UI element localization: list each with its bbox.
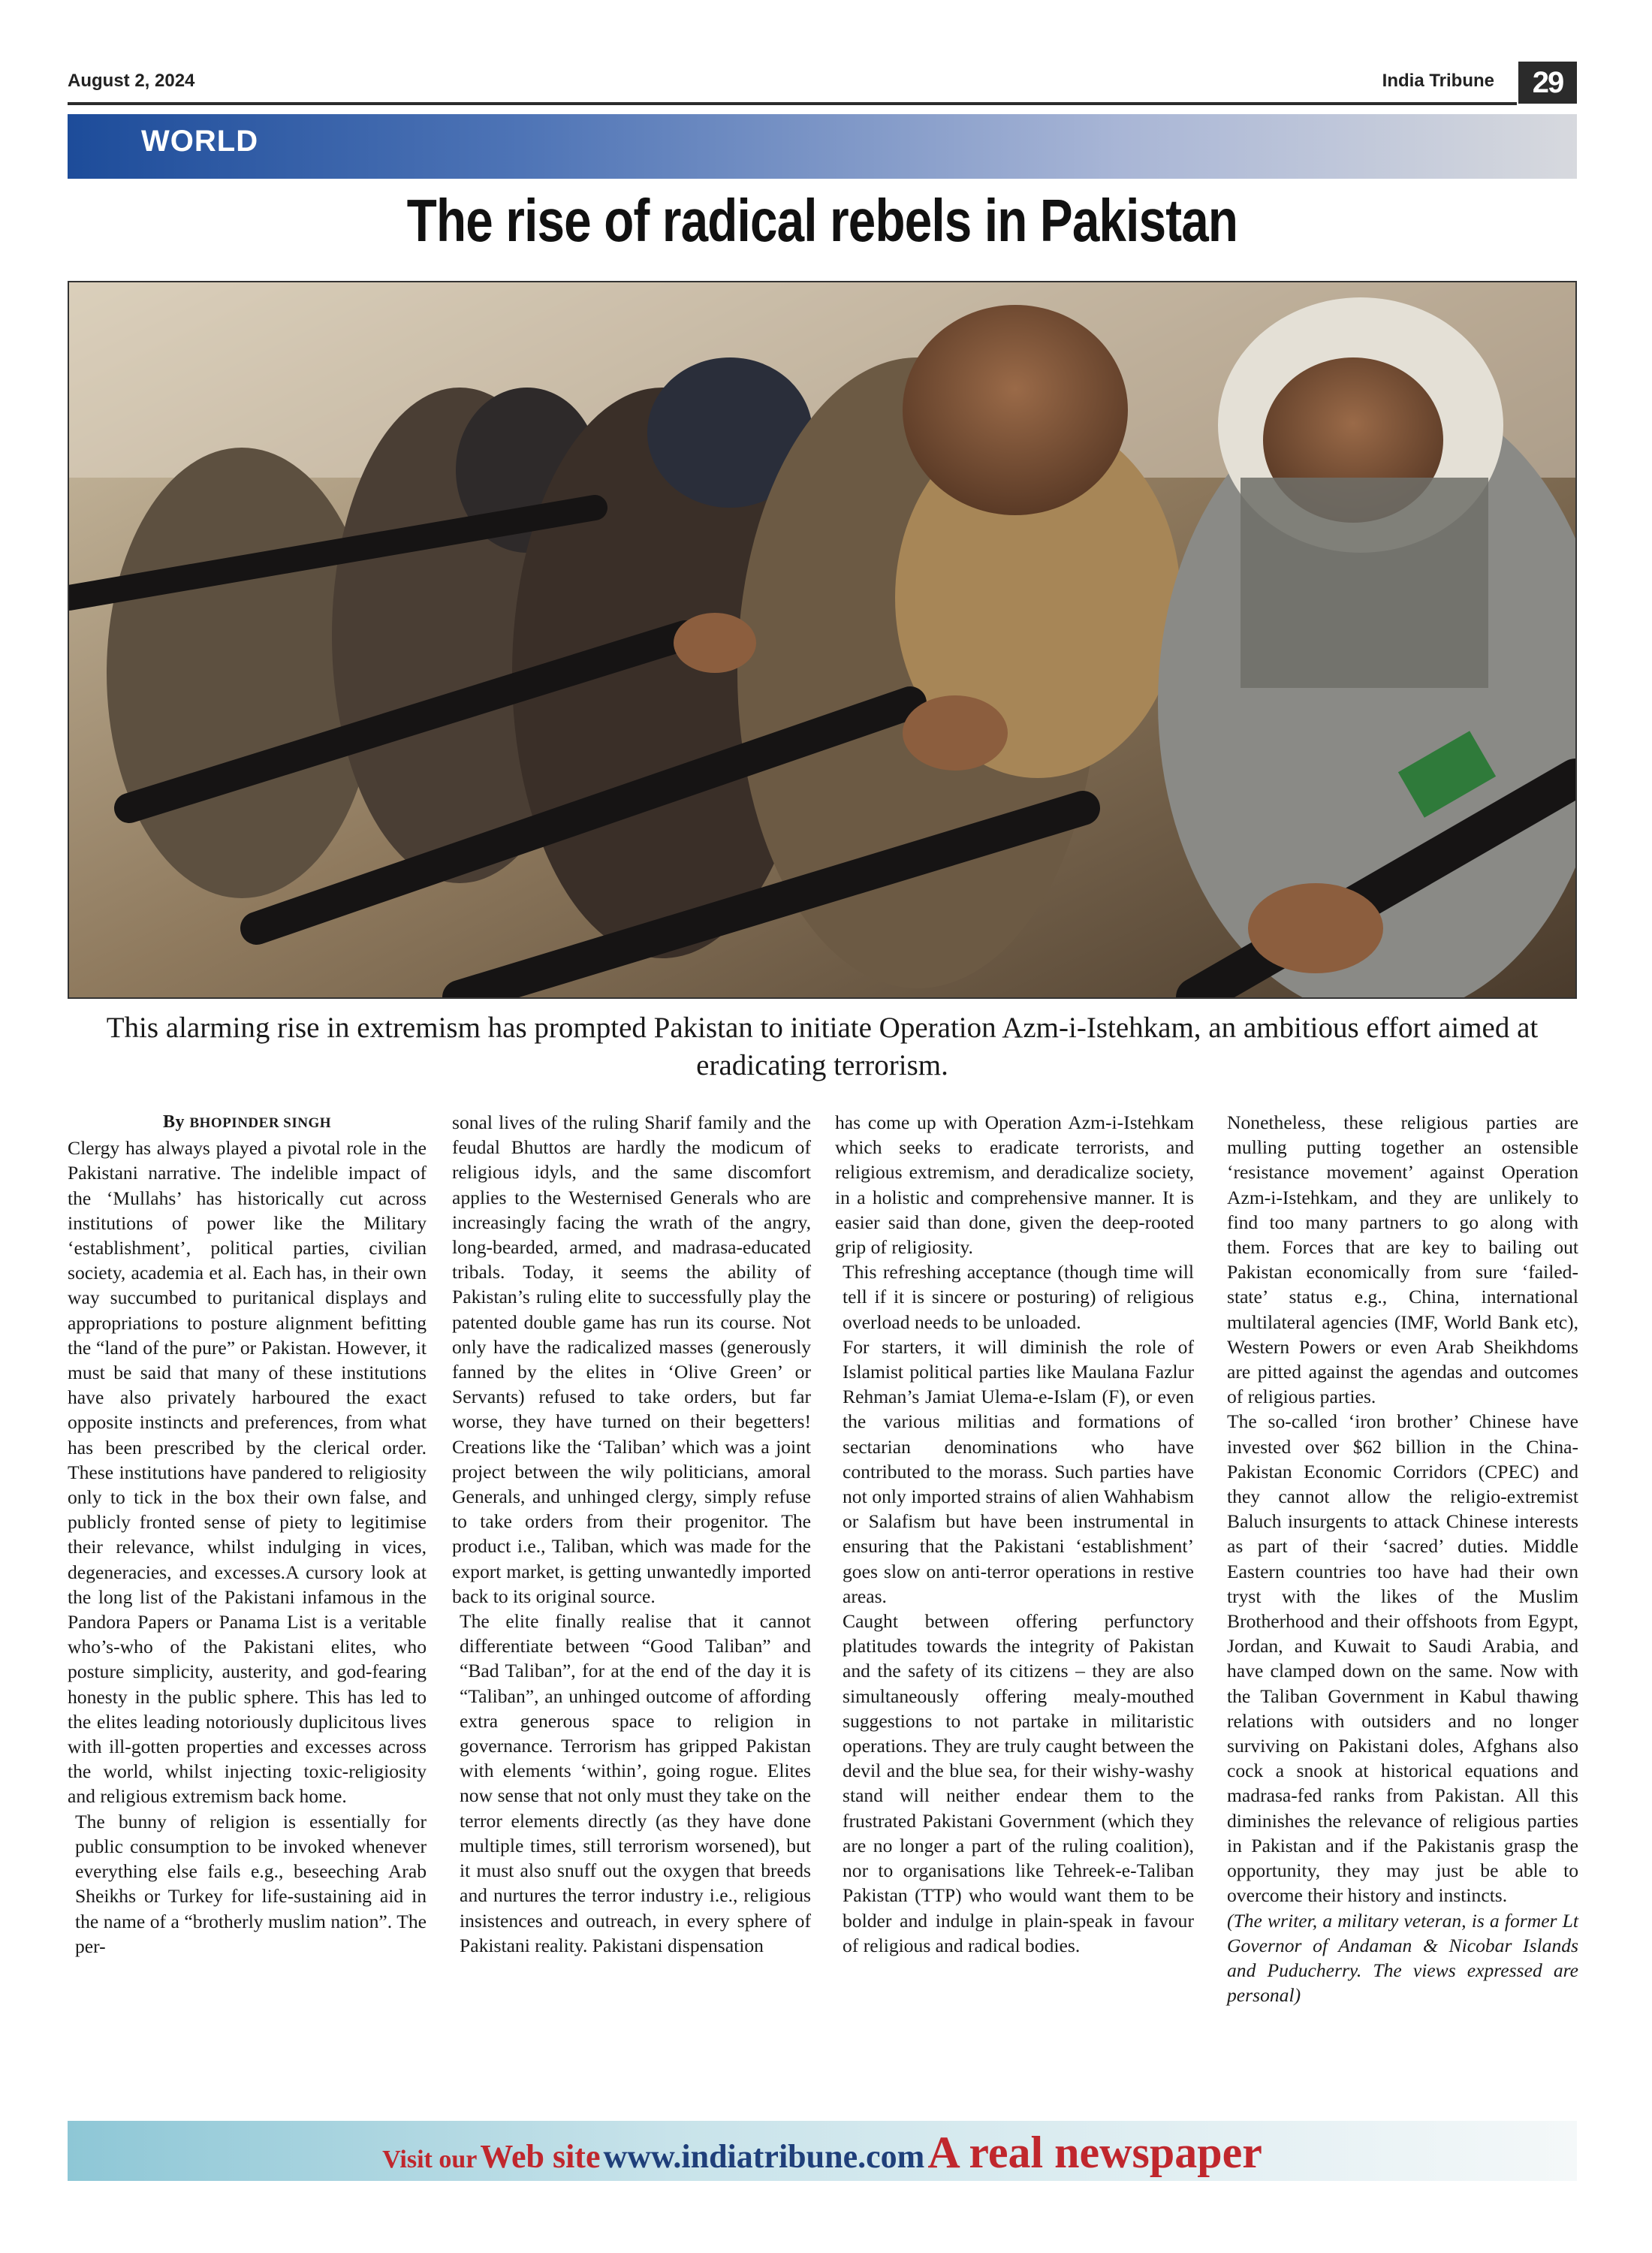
- paragraph: The bunny of religion is essentially for public consumption to be invoked whenever everything else fails e.g., beseeching Arab Sheikhs or Turkey for life-sustaining aid in the name of a “brotherly muslim nation”. The per-: [75, 1810, 427, 1957]
- paragraph: This refreshing acceptance (though time will tell if it is sincere or posturing) of religious overload needs to be unloaded.: [843, 1261, 1194, 1333]
- paragraph: The so-called ‘iron brother’ Chinese have invested over $62 billion in the China-Pakistan Economic Corridors (CPEC) and they cannot allow the religio-extremist Baluch insurgents to attack Chinese interests as part of their ‘sacred’ duties. Middle Eastern countries too have had their own tryst with the likes of the Muslim Brotherhood and their offshoots from Egypt, Jordan, and Kuwait to Saudi Arabia, and have clamped down on the same. Now with the Taliban Government in Kabul thawing relations with outsiders and no longer surviving on Pakistani doles, Afghans also cock a snook at historical equations and madrasa-fed ranks from Pakistan. All this diminishes the relevance of religious parties in Pakistan and if the Pakistanis grasp the opportunity, they may just be able to overcome their history and instincts.: [1227, 1410, 1578, 1907]
- issue-date: August 2, 2024: [68, 71, 195, 91]
- article-column-2: [452, 1110, 811, 1958]
- footer-web-site: Web site: [480, 2138, 601, 2175]
- section-bar: [68, 114, 1577, 179]
- paragraph: has come up with Operation Azm-i-Istehkam which seeks to eradicate terrorists, and religious extremism, and deradicalize society, in a holistic and comprehensive manner. It is easier said than done, given the deep-rooted grip of religiosity.: [835, 1111, 1194, 1259]
- photo-caption: This alarming rise in extremism has prompted Pakistan to initiate Operation Azm-i-Istehkam, an ambitious effort aimed at eradicating terrorism.: [106, 1012, 1539, 1081]
- paragraph: For starters, it will diminish the role of Islamist political parties like Maulana Fazlur Rehman’s Jamiat Ulema-e-Islam (F), or even the various militias and formations of sectarian denominations who have contributed to the morass. Such parties have not only imported strains of alien Wahhabism or Salafism but have been instrumental in ensuring that the Pakistani ‘establishment’ goes slow on anti-terror operations in restive areas.: [843, 1335, 1194, 1607]
- byline-author: BHOPINDER SINGH: [189, 1115, 332, 1131]
- paragraph: sonal lives of the ruling Sharif family and the feudal Bhuttos are hardly the modicum of religious idyls, and the same discomfort applies to the Westernised Generals who are increasingly facing the wrath of the angry, long-bearded, armed, and madrasa-educated tribals. Today, it seems the ability of Pakistan’s ruling elite to successfully play the patented double game has run its course. Not only have the radicalized masses (generously fanned by the elites in ‘Olive Green’ or Servants) refused to take orders, but far worse, they have turned on their begetters! Creations like the ‘Taliban’ which was a joint project between the wily politicians, amoral Generals, and unhinged clergy, simply refuse to take orders from their progenitor. The product i.e., Taliban, which was made for the export market, is getting unwantedly imported back to its original source.: [452, 1111, 811, 1607]
- article-photo: [68, 281, 1577, 999]
- page-number: 29: [1518, 62, 1577, 104]
- article-column-4: [1219, 1110, 1578, 2007]
- byline: [68, 1110, 427, 1136]
- paragraph: Caught between offering perfunctory platitudes towards the integrity of Pakistan and the safety of its citizens – they are also simultaneously offering mealy-mouthed suggestions to not partake in militaristic operations. They are truly caught between the devil and the blue sea, for their wishy-washy stand will neither endear them to the frustrated Pakistani Government (which they are no longer a part of the ruling coalition), nor to organisations like Tehreek-e-Taliban Pakistan (TTP) who would want them to be bolder and indulge in plain-speak in favour of religious and radical bodies.: [843, 1610, 1194, 1956]
- header-rule: [68, 102, 1517, 105]
- footer-tagline: A real newspaper: [927, 2128, 1262, 2177]
- section-label: WORLD: [141, 125, 259, 158]
- author-note: (The writer, a military veteran, is a former Lt Governor of Andaman & Nicobar Islands and Puducherry. The views expressed are personal): [1227, 1909, 1578, 2007]
- footer-url-link[interactable]: www.indiatribune.com: [603, 2138, 925, 2175]
- page-header: [68, 66, 1577, 102]
- paragraph: The elite finally realise that it cannot differentiate between “Good Taliban” and “Bad Taliban”, for at the end of the day it is “Taliban”, an unhinged outcome of affording extra generous space to religion in governance. Terrorism has gripped Pakistan with elements ‘within’, going rogue. Elites now sense that not only must they take on the terror elements directly (as they have done multiple times, still terrorism worsened), but it must also snuff out the oxygen that breeds and nurtures the terror industry i.e., religious insistences and outreach, in every sphere of Pakistani reality. Pakistani dispensation: [460, 1610, 811, 1956]
- newspaper-name: India Tribune: [1382, 71, 1494, 91]
- article-headline: The rise of radical rebels in Pakistan: [406, 187, 1238, 254]
- armed-militants-photo: [69, 282, 1575, 997]
- footer-text: [68, 2127, 1577, 2179]
- paragraph: Nonetheless, these religious parties are mulling putting together an ostensible ‘resistance movement’ against Operation Azm-i-Istehkam, and they are unlikely to find too many partners to go along with them. Forces that are key to bailing out Pakistan economically from sure ‘failed-state’ status e.g., China, international multilateral agencies (IMF, World Bank etc), Western Powers or even Arab Sheikhdoms are pitted against the agendas and outcomes of religious parties.: [1227, 1111, 1578, 1408]
- footer-visit: Visit our: [382, 2146, 478, 2173]
- paragraph: Clergy has always played a pivotal role in the Pakistani narrative. The indelible impact of the ‘Mullahs’ has historically cut across institutions of power like the Military ‘establishment’, political parties, civilian society, academia et al. Each has, in their own way succumbed to puritanical displays and appropriations to posture alignment befitting the “land of the pure” or Pakistan. However, it must be said that many of these institutions have also privately harboured the exact opposite instincts and preferences, from what has been prescribed by the clerical order. These institutions have pandered to religiosity only to tick in the box their own false, and publicly fronted sense of piety to legitimise their relevance, whilst indulging in vices, degeneracies, and excesses.A cursory look at the long list of the Pakistani infamous in the Pandora Papers or Panama List is a veritable who’s-who of the Pakistani elites, who posture simplicity, austerity, and god-fearing honesty in the public sphere. This has led to the elites leading notoriously duplicitous lives with ill-gotten properties and excesses across the world, whilst injecting toxic-religiosity and religious extremism back home.: [68, 1137, 427, 1808]
- article-column-1: [68, 1110, 427, 1959]
- article-column-3: [835, 1110, 1194, 1958]
- byline-prefix: By: [162, 1112, 190, 1132]
- footer-banner: [68, 2121, 1577, 2181]
